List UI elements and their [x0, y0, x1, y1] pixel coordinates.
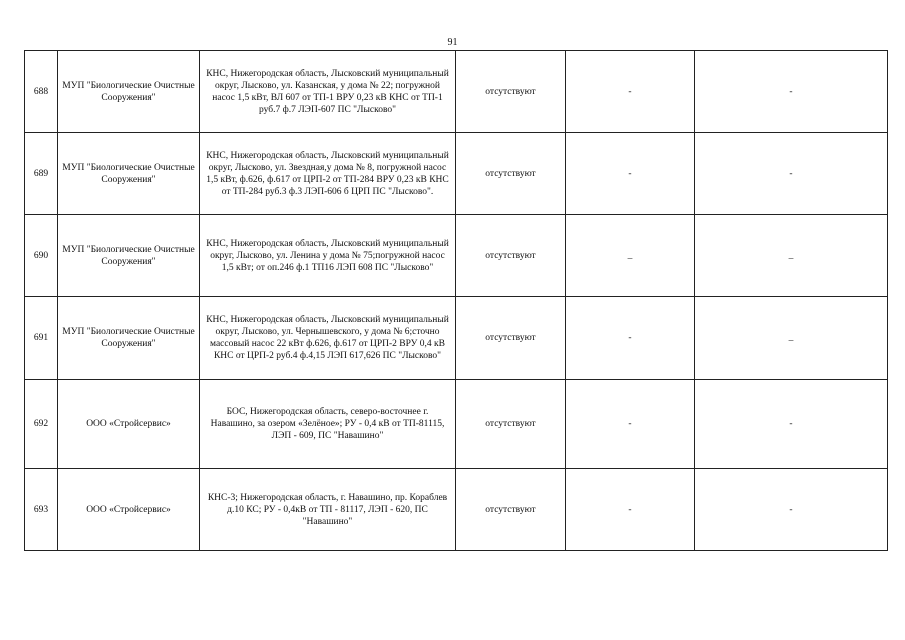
organization-cell: ООО «Стройсервис» — [58, 380, 200, 469]
dash-cell: - — [695, 133, 888, 215]
row-number: 693 — [25, 469, 58, 551]
row-number: 690 — [25, 215, 58, 297]
status-cell: отсутствуют — [456, 469, 566, 551]
dash-cell: - — [566, 469, 695, 551]
document-table — [24, 50, 888, 551]
object-cell: БОС, Нижегородская область, северо-восточнее г. Навашино, за озером «Зелёное»; РУ - 0,4 кВ от ТП-81115, ЛЭП - 609, ПС "Навашино" — [200, 380, 456, 469]
status-cell: отсутствуют — [456, 215, 566, 297]
object-cell: КНС, Нижегородская область, Лысковский муниципальный округ, Лысково, ул. Звездная,у дома № 8, погружной насос 1,5 кВт, ф.626, ф.617 от ЦРП-2 от ТП-284 ВРУ 0,23 кВ КНС от ТП-284 руб.3 ф.3 ЛЭП-606 б ЦРП ПС "Лысково". — [200, 133, 456, 215]
dash-cell: _ — [695, 297, 888, 380]
dash-cell: - — [695, 51, 888, 133]
table-row — [25, 133, 888, 215]
organization-cell: МУП "Биологические Очистные Сооружения" — [58, 133, 200, 215]
table-row — [25, 297, 888, 380]
organization-cell: МУП "Биологические Очистные Сооружения" — [58, 297, 200, 380]
object-cell: КНС, Нижегородская область, Лысковский муниципальный округ, Лысково, ул. Чернышевского, у дома № 6;сточно массовый насос 22 кВт ф.626, ф.617 от ЦРП-2 ВРУ 0,4 кВ КНС от ЦРП-2 руб.4 ф.4,15 ЛЭП 617,626 ПС "Лысково" — [200, 297, 456, 380]
status-cell: отсутствуют — [456, 380, 566, 469]
row-number: 688 — [25, 51, 58, 133]
table-row — [25, 51, 888, 133]
table-row — [25, 215, 888, 297]
dash-cell: _ — [566, 215, 695, 297]
row-number: 692 — [25, 380, 58, 469]
organization-cell: МУП "Биологические Очистные Сооружения" — [58, 51, 200, 133]
page-number: 91 — [447, 37, 458, 48]
object-cell: КНС, Нижегородская область, Лысковский муниципальный округ, Лысково, ул. Казанская, у дома № 22; погружной насос 1,5 кВт, ВЛ 607 от ТП-1 ВРУ 0,23 кВ КНС от ТП-1 руб.7 ф.7 ЛЭП-607 ПС "Лысково" — [200, 51, 456, 133]
status-cell: отсутствуют — [456, 133, 566, 215]
dash-cell: - — [566, 380, 695, 469]
dash-cell: - — [566, 51, 695, 133]
dash-cell: - — [566, 297, 695, 380]
table-row — [25, 380, 888, 469]
dash-cell: _ — [695, 215, 888, 297]
dash-cell: - — [695, 469, 888, 551]
organization-cell: МУП "Биологические Очистные Сооружения" — [58, 215, 200, 297]
object-cell: КНС, Нижегородская область, Лысковский муниципальный округ, Лысково, ул. Ленина у дома № 75;погружной насос 1,5 кВт; от оп.246 ф.1 ТП16 ЛЭП 608 ПС "Лысково" — [200, 215, 456, 297]
dash-cell: - — [566, 133, 695, 215]
table-row — [25, 469, 888, 551]
organization-cell: ООО «Стройсервис» — [58, 469, 200, 551]
status-cell: отсутствуют — [456, 51, 566, 133]
row-number: 691 — [25, 297, 58, 380]
row-number: 689 — [25, 133, 58, 215]
dash-cell: - — [695, 380, 888, 469]
status-cell: отсутствуют — [456, 297, 566, 380]
object-cell: КНС-3; Нижегородская область, г. Навашино, пр. Кораблев д.10 КС; РУ - 0,4кВ от ТП - 81117, ЛЭП - 620, ПС "Навашино" — [200, 469, 456, 551]
